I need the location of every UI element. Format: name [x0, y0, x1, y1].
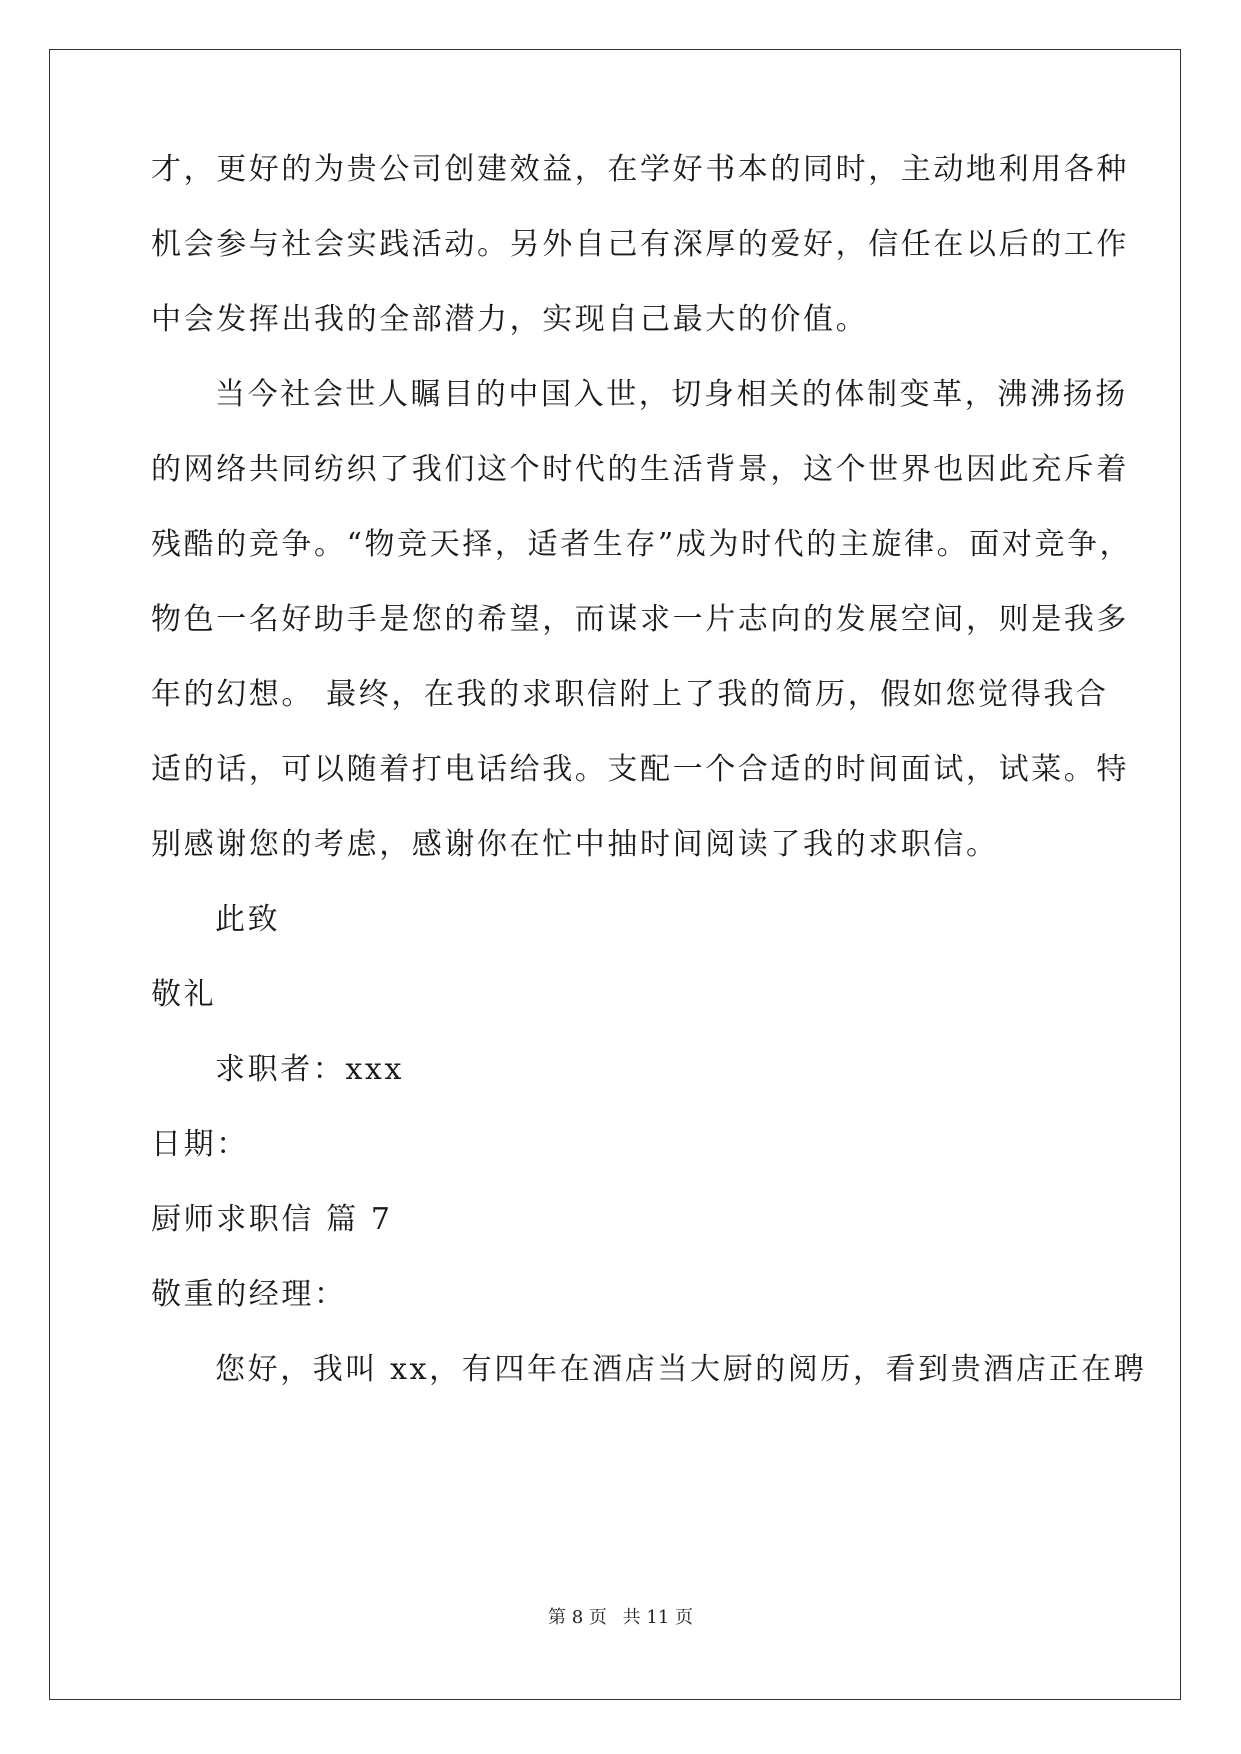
text-line: 才，更好的为贵公司创建效益，在学好书本的同时，主动地利用各种 — [151, 152, 1129, 187]
page-total: 共 11 页 — [622, 1607, 693, 1628]
page-number: 第 8 页 — [548, 1607, 607, 1628]
page-border — [49, 49, 1181, 1700]
text-line: 的网络共同纺织了我们这个时代的生活背景，这个世界也因此充斥着 — [151, 452, 1129, 487]
paragraph-start-line: 当今社会世人瞩目的中国入世，切身相关的体制变革，沸沸扬扬 — [215, 377, 1128, 412]
section-heading: 厨师求职信 篇 7 — [151, 1202, 393, 1237]
text-line: 物色一名好助手是您的希望，而谋求一片志向的发展空间，则是我多 — [151, 602, 1129, 637]
text-line: 中会发挥出我的全部潜力，实现自己最大的价值。 — [151, 302, 869, 337]
date-line: 日期： — [151, 1127, 249, 1162]
page-footer — [0, 1606, 1241, 1630]
text-line: 适的话，可以随着打电话给我。支配一个合适的时间面试，试菜。特 — [151, 752, 1129, 787]
letter-greeting: 敬重的经理： — [151, 1277, 347, 1312]
text-line: 残酷的竞争。“物竞天择，适者生存”成为时代的主旋律。面对竞争， — [151, 527, 1133, 562]
text-line: 机会参与社会实践活动。另外自己有深厚的爱好，信任在以后的工作 — [151, 227, 1129, 262]
closing-regards: 敬礼 — [151, 977, 217, 1012]
closing-salutation: 此致 — [215, 902, 281, 937]
text-line: 年的幻想。 最终，在我的求职信附上了我的简历，假如您觉得我合 — [151, 677, 1109, 712]
text-line: 别感谢您的考虑，感谢你在忙中抽时间阅读了我的求职信。 — [151, 827, 999, 862]
applicant-signature: 求职者：xxx — [215, 1052, 404, 1087]
paragraph-start-line: 您好，我叫 xx，有四年在酒店当大厨的阅历，看到贵酒店正在聘 — [215, 1352, 1147, 1387]
